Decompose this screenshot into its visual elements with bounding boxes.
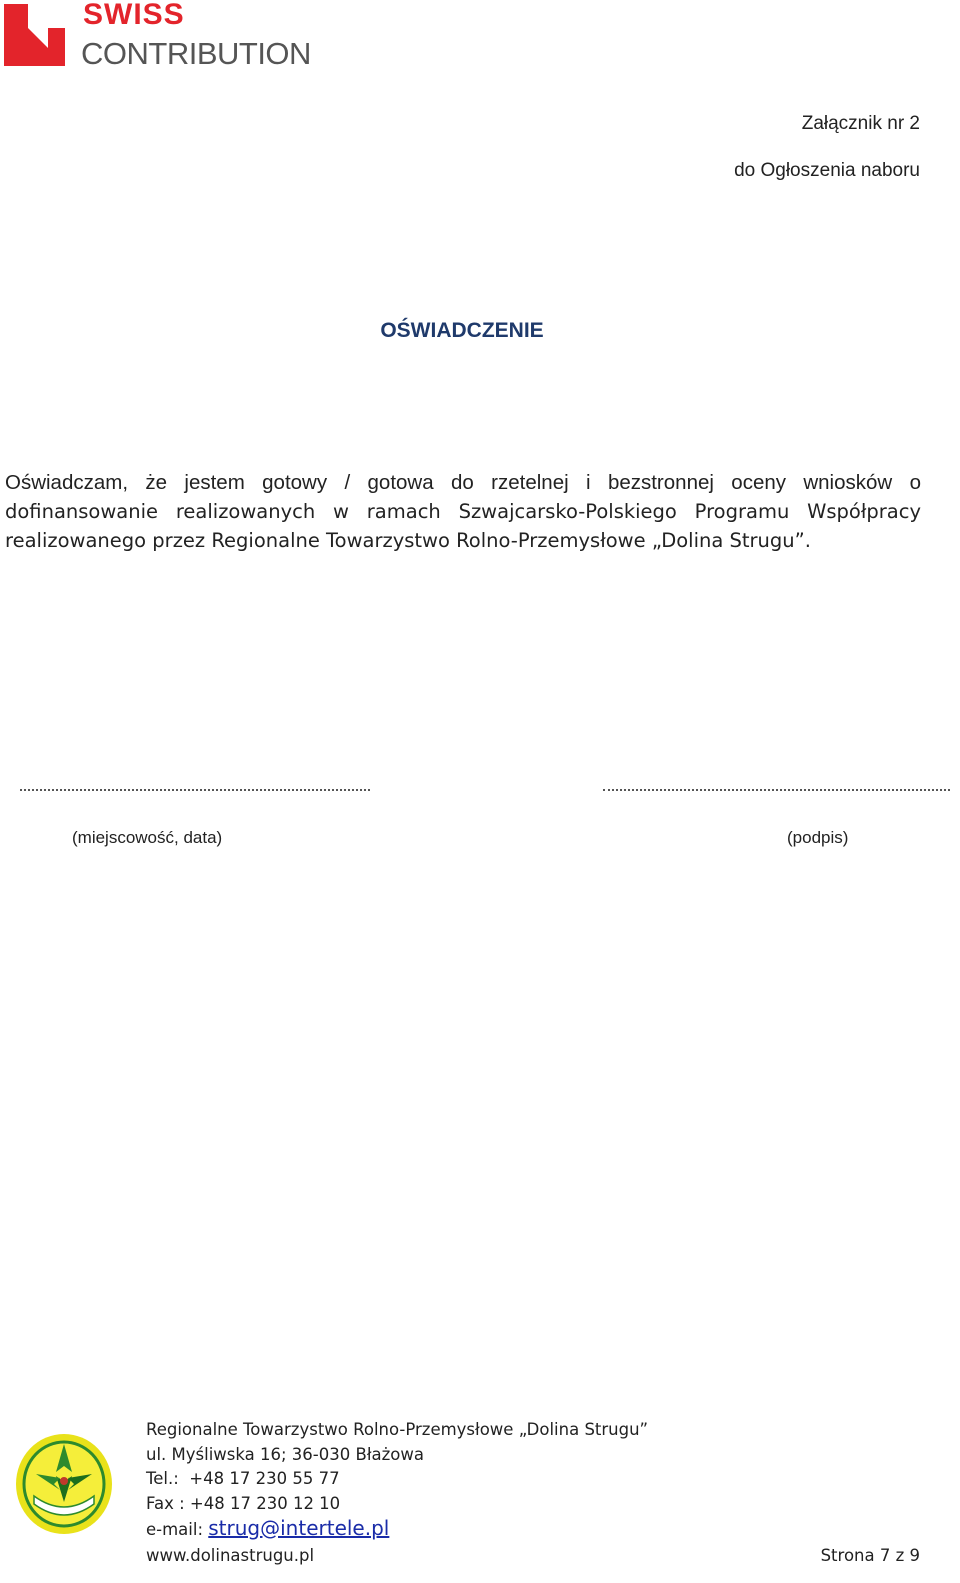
dolina-strugu-logo: [14, 1432, 114, 1536]
signature-caption: (podpis): [787, 828, 849, 847]
footer-website[interactable]: www.dolinastrugu.pl: [146, 1546, 315, 1565]
footer-email-link[interactable]: strug@intertele.pl: [208, 1516, 390, 1540]
footer-tel: Tel.: +48 17 230 55 77: [146, 1469, 340, 1488]
signature-line: [603, 789, 950, 791]
footer-org-name: Regionalne Towarzystwo Rolno-Przemysłowe „Dolina Strugu”: [146, 1420, 649, 1439]
swiss-contribution-logo-mark: [4, 4, 65, 66]
announcement-reference: do Ogłoszenia naboru: [734, 160, 920, 181]
page-number: Strona 7 z 9: [820, 1546, 920, 1565]
declaration-line-1: Oświadczam, że jestem gotowy / gotowa do rzetelnej i bezstronnej oceny wniosków o: [5, 471, 921, 494]
swiss-contribution-logo: [4, 2, 324, 72]
footer-email-label: e-mail:: [146, 1520, 209, 1539]
logo-text-swiss: SWISS: [83, 0, 185, 31]
attachment-number: Załącznik nr 2: [801, 113, 920, 134]
place-date-line: [20, 789, 370, 791]
document-title: OŚWIADCZENIE: [380, 319, 544, 342]
footer-address: ul. Myśliwska 16; 36-030 Błażowa: [146, 1444, 424, 1464]
declaration-line-3: realizowanego przez Regionalne Towarzystwo Rolno-Przemysłowe „Dolina Strugu”.: [5, 529, 811, 552]
footer-email-row: [146, 1516, 648, 1543]
footer-contact: [146, 1418, 648, 1543]
place-date-caption: (miejscowość, data): [72, 828, 223, 847]
declaration-line-2: dofinansowanie realizowanych w ramach Szwajcarsko-Polskiego Programu Współpracy: [5, 500, 921, 523]
footer-fax: Fax : +48 17 230 12 10: [146, 1493, 341, 1513]
declaration-text: [5, 468, 921, 555]
dolina-strugu-logo-mark: [14, 1432, 114, 1536]
logo-text-contribution: CONTRIBUTION: [81, 36, 311, 71]
